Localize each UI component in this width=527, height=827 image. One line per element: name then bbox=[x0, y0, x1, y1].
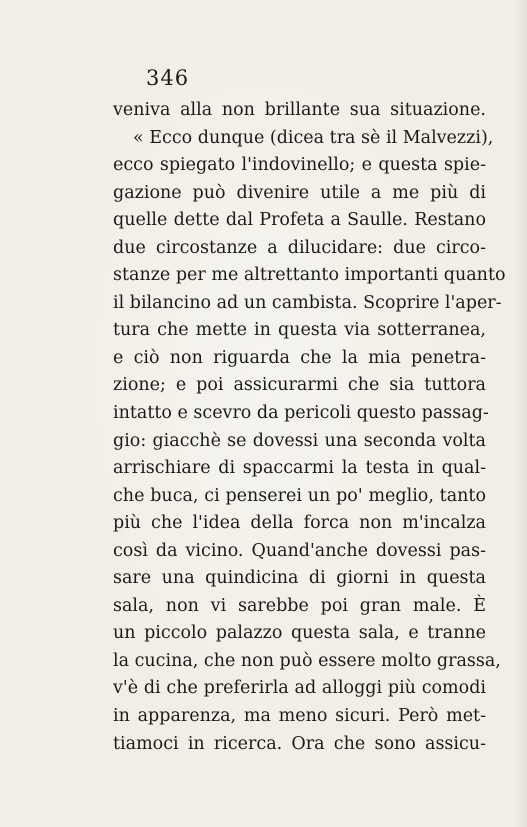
text-line: quelle dette dal Profeta a Saulle. Restano bbox=[113, 210, 486, 231]
text-line: veniva alla non brillante sua situazione. bbox=[113, 100, 486, 120]
text-line: v'è di che preferirla ad alloggi più comodi bbox=[113, 678, 486, 699]
text-line: un piccolo palazzo questa sala, e tranne bbox=[113, 623, 486, 644]
text-line: tura che mette in questa via sotterranea, bbox=[113, 320, 486, 341]
text-line: intatto e scevro da pericoli questo passag- bbox=[113, 403, 489, 424]
text-line: e ciò non riguarda che la mia penetra- bbox=[113, 347, 486, 368]
body-text bbox=[113, 97, 506, 758]
text-line: il bilancino ad un cambista. Scoprire l'aper- bbox=[113, 292, 502, 313]
text-line: « Ecco dunque (dicea tra sè il Malvezzi), bbox=[133, 127, 494, 148]
text-line: così da vicino. Quand'anche dovessi pas- bbox=[113, 540, 486, 561]
text-line: arrischiare di spaccarmi la testa in qual- bbox=[113, 458, 486, 479]
text-line: la cucina, che non può essere molto grassa, bbox=[113, 650, 501, 671]
text-line: gio: giacchè se dovessi una seconda volta bbox=[113, 430, 486, 451]
text-line: sala, non vi sarebbe poi gran male. È bbox=[113, 595, 486, 616]
page-edge-shadow bbox=[513, 0, 527, 827]
text-line: sare una quindicina di giorni in questa bbox=[113, 568, 486, 589]
page-number: 346 bbox=[146, 66, 190, 90]
text-line: stanze per me altrettanto importanti quanto bbox=[113, 265, 506, 286]
text-line: zione; e poi assicurarmi che sia tuttora bbox=[113, 375, 486, 396]
text-line: più che l'idea della forca non m'incalza bbox=[113, 513, 486, 534]
text-line: in apparenza, ma meno sicuri. Però met- bbox=[113, 706, 486, 727]
text-line: tiamoci in ricerca. Ora che sono assicu- bbox=[113, 733, 486, 754]
text-line: due circostanze a dilucidare: due circo- bbox=[113, 237, 486, 258]
text-line: ecco spiegato l'indovinello; e questa spie- bbox=[113, 155, 486, 176]
text-line: gazione può divenire utile a me più di bbox=[113, 182, 486, 203]
text-line: che buca, ci penserei un po' meglio, tanto bbox=[113, 485, 486, 506]
